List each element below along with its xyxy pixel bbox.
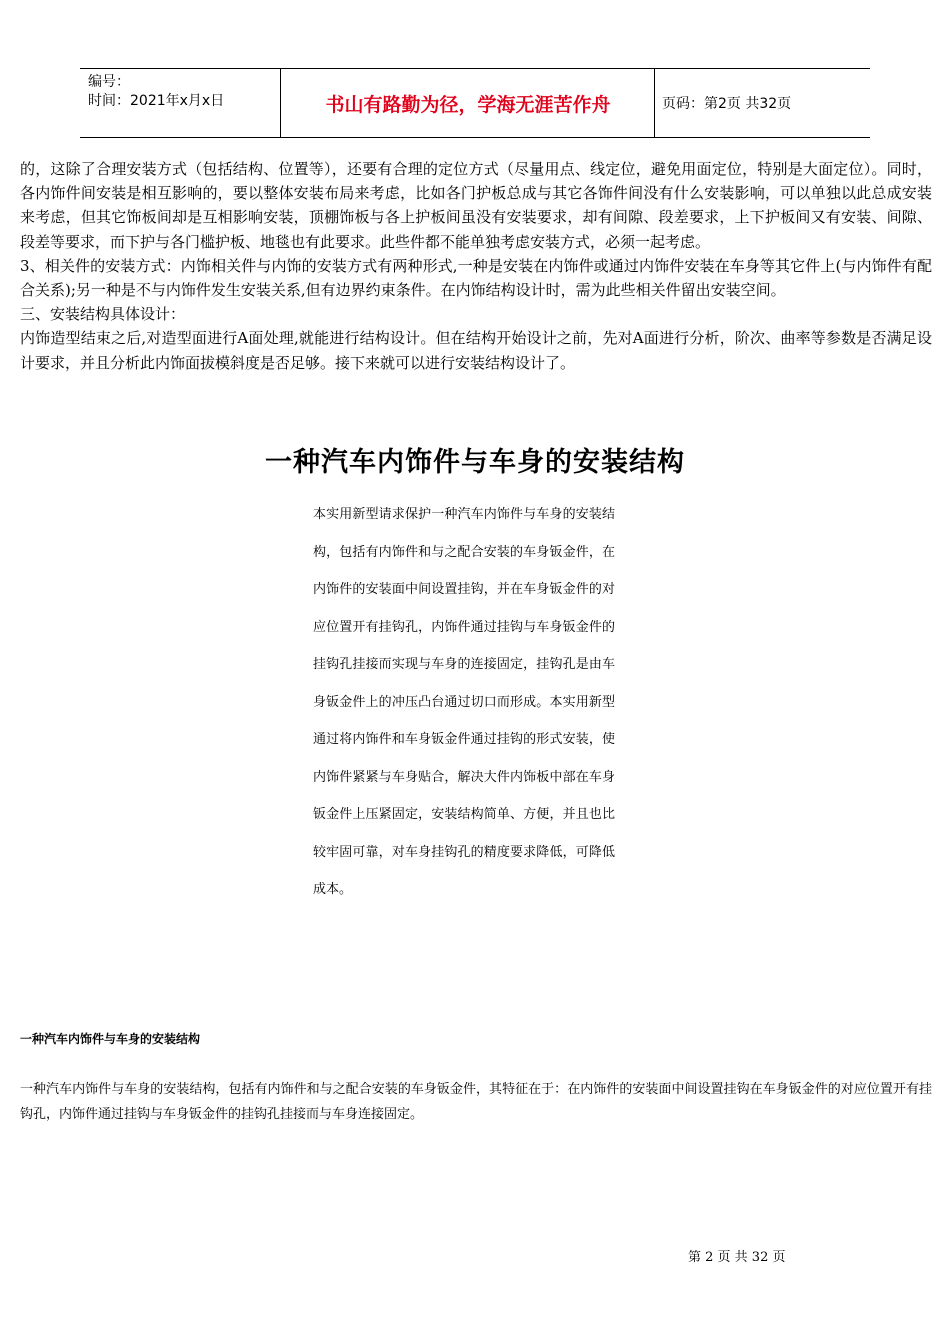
header-meta: [88, 73, 283, 111]
header-table: [80, 68, 870, 138]
document-title: 一种汽车内饰件与车身的安装结构: [265, 447, 685, 478]
header-page-info: 页码：第2页 共32页: [662, 96, 792, 112]
header-divider: [280, 69, 281, 137]
body-paragraph: 内饰造型结束之后,对造型面进行A面处理,就能进行结构设计。但在结构开始设计之前，先对A面进行分析，阶次、曲率等参数是否满足设计要求，并且分析此内饰面拔模斜度是否足够。接下来就可以进行安装结构设计了。: [20, 329, 932, 372]
body-paragraph: 的，这除了合理安装方式（包括结构、位置等），还要有合理的定位方式（尽量用点、线定位，避免用面定位，特别是大面定位）。同时，各内饰件间安装是相互影响的，要以整体安装布局来考虑，比如各门护板总成与其它各饰件间没有什么安装影响，可以单独以此总成安装来考虑，但其它饰板间却是互相影响安装，顶棚饰板与各上护板间虽没有安装要求，却有间隙、段差要求，上下护板间又有安装、间隙、段差等要求，而下护与各门槛护板、地毯也有此要求。此些件都不能单独考虑安装方式，必须一起考虑。: [20, 160, 932, 251]
page-footer: 第 2 页 共 32 页: [688, 1250, 786, 1265]
header-divider: [654, 69, 655, 137]
body-text: [20, 157, 932, 375]
body-paragraph: 三、安装结构具体设计：: [20, 305, 186, 324]
abstract-text: 本实用新型请求保护一种汽车内饰件与车身的安装结构，包括有内饰件和与之配合安装的车身钣金件，在内饰件的安装面中间设置挂钩，并在车身钣金件的对应位置开有挂钩孔，内饰件通过挂钩与车身钣金件的挂钩孔挂接而实现与车身的连接固定，挂钩孔是由车身钣金件上的冲压凸台通过切口而形成。本实用新型通过将内饰件和车身钣金件通过挂钩的形式安装，使内饰件紧紧与车身贴合，解决大件内饰板中部在车身钣金件上压紧固定，安装结构简单、方便，并且也比较牢固可靠，对车身挂钩孔的精度要求降低，可降低成本。: [313, 507, 615, 897]
time-label: 时间：2021年x月x日: [88, 93, 225, 109]
section-title: 一种汽车内饰件与车身的安装结构: [20, 1032, 201, 1046]
number-label: 编号：: [88, 74, 130, 90]
header-motto: 书山有路勤为径，学海无涯苦作舟: [325, 93, 611, 116]
claim-text: 一种汽车内饰件与车身的安装结构，包括有内饰件和与之配合安装的车身钣金件，其特征在于：在内饰件的安装面中间设置挂钩在车身钣金件的对应位置开有挂钩孔，内饰件通过挂钩与车身钣金件的挂钩孔挂接而与车身连接固定。: [20, 1082, 932, 1122]
body-paragraph: 3、相关件的安装方式：内饰相关件与内饰的安装方式有两种形式,一种是安装在内饰件或通过内饰件安装在车身等其它件上(与内饰件有配合关系);另一种是不与内饰件发生安装关系,但有边界约束条件。在内饰结构设计时，需为此些相关件留出安装空间。: [20, 256, 932, 300]
